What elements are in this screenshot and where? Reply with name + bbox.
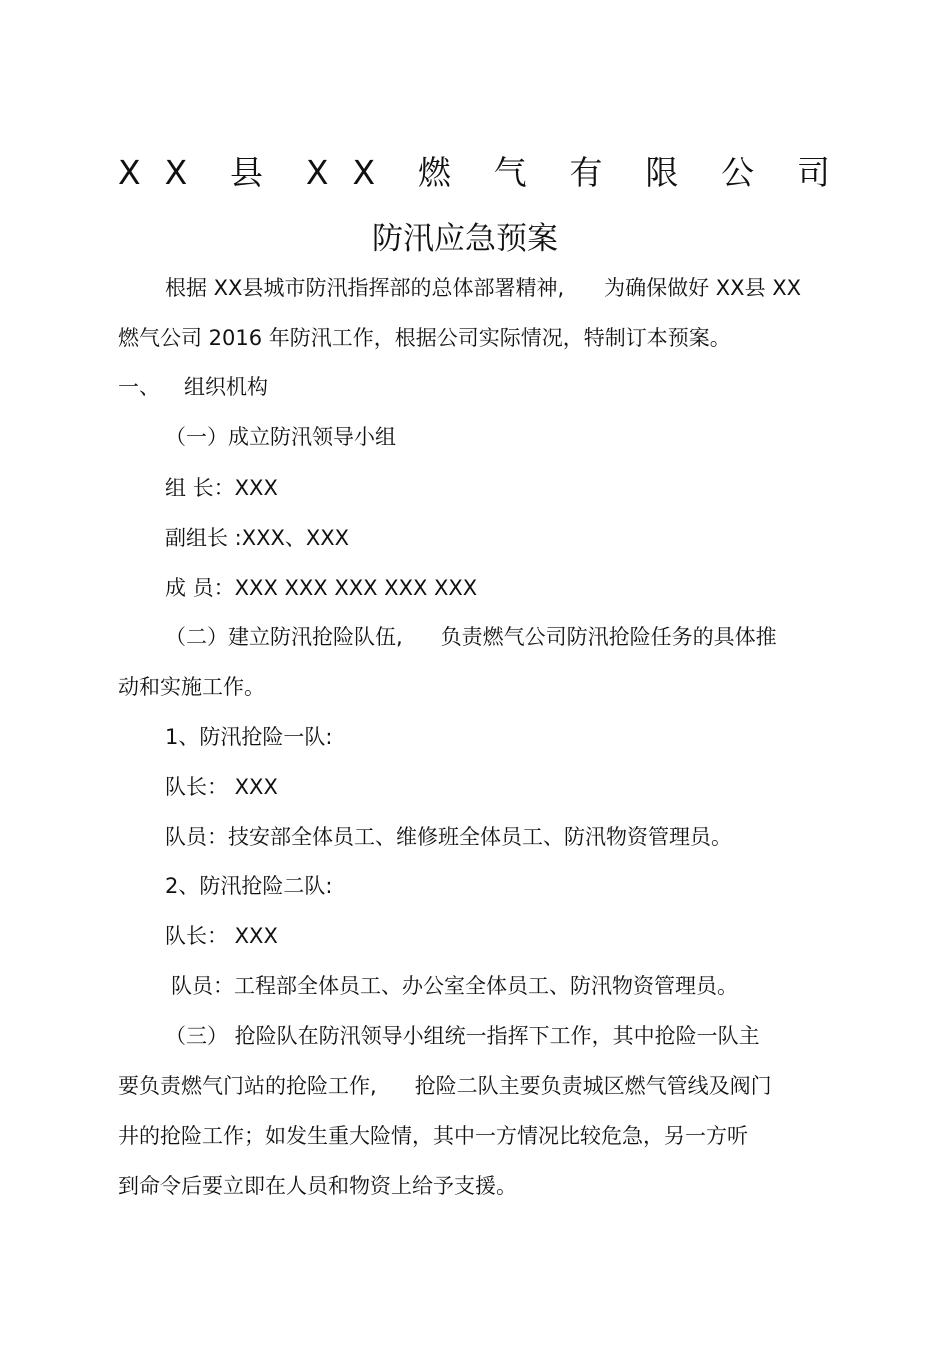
title-char: 县: [230, 153, 264, 192]
group-3-line-1: （三） 抢险队在防汛领导小组统一指挥下工作，其中抢险一队主: [165, 1024, 760, 1048]
team-2-heading: 2、防汛抢险二队:: [165, 874, 333, 898]
group-1-heading: （一）成立防汛领导小组: [165, 425, 396, 449]
intro-line-1: 根据 XX县城市防汛指挥部的总体部署精神, 为确保做好 XX县 XX: [165, 276, 802, 300]
team-1-captain: 队长： XXX: [165, 775, 278, 799]
group-2-line-2: 动和实施工作。: [118, 675, 265, 699]
team-1-members: 队员：技安部全体员工、维修班全体员工、防汛物资管理员。: [165, 825, 732, 849]
document-title-company: [118, 153, 830, 193]
group-1-vice-leader: 副组长 :XXX、XXX: [165, 526, 350, 550]
intro-line-2: 燃气公司 2016 年防汛工作，根据公司实际情况，特制订本预案。: [118, 326, 731, 350]
title-char: 限: [645, 153, 679, 192]
group-2-line-1: （二）建立防汛抢险队伍, 负责燃气公司防汛抢险任务的具体推: [165, 625, 777, 649]
document-title-plan: 防汛应急预案: [372, 221, 558, 257]
group-3-line-4: 到命令后要立即在人员和物资上给予支援。: [118, 1174, 517, 1198]
title-xx-1: X X: [118, 153, 188, 192]
title-char: 有: [569, 153, 603, 192]
section-1-heading: 一、 组织机构: [118, 375, 268, 399]
title-char: 司: [796, 153, 830, 192]
title-char: 公: [721, 153, 755, 192]
title-xx-2: X X: [305, 153, 376, 192]
group-3-line-3: 井的抢险工作；如发生重大险情，其中一方情况比较危急，另一方听: [118, 1124, 748, 1148]
title-char: 燃: [417, 153, 451, 192]
group-1-leader: 组 长：XXX: [165, 476, 278, 500]
group-1-members: 成 员：XXX XXX XXX XXX XXX: [165, 576, 478, 600]
team-1-heading: 1、防汛抢险一队:: [165, 725, 333, 749]
title-char: 气: [493, 153, 527, 192]
team-2-captain: 队长： XXX: [165, 924, 278, 948]
group-3-line-2: 要负责燃气门站的抢险工作, 抢险二队主要负责城区燃气管线及阀门: [118, 1074, 772, 1098]
team-2-members: 队员：工程部全体员工、办公室全体员工、防汛物资管理员。: [171, 974, 738, 998]
